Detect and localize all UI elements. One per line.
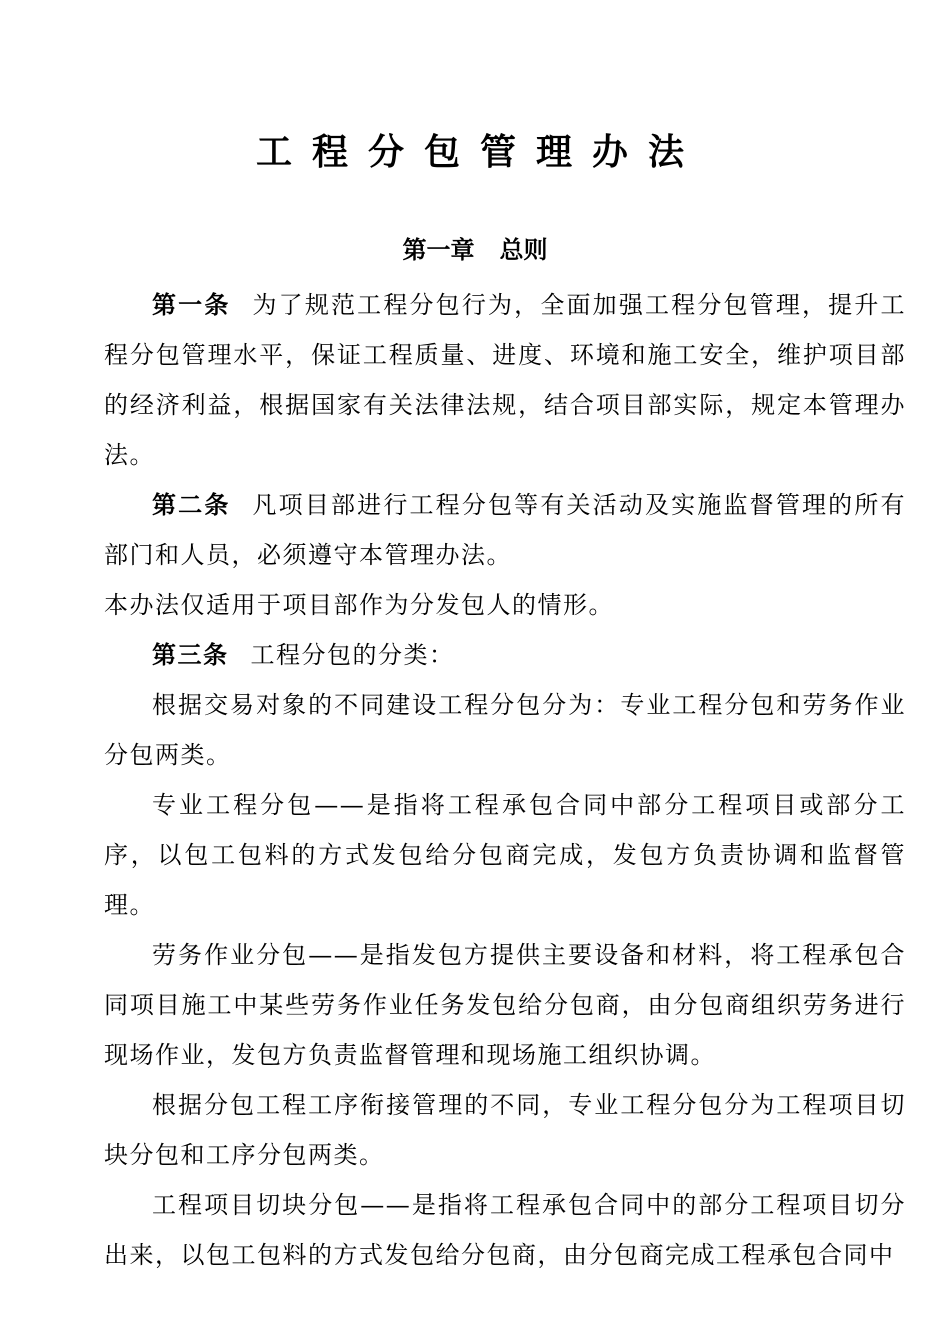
document-title: 工程分包管理办法 xyxy=(255,131,704,173)
paragraph: 劳务作业分包——是指发包方提供主要设备和材料，将工程承包合同项目施工中某些劳务作业任务发包给分包商，由分包商组织劳务进行现场作业，发包方负责监督管理和现场施工组织协调。 xyxy=(104,941,906,1069)
article-2-label: 第二条 xyxy=(152,490,231,519)
article-3-label: 第三条 xyxy=(152,640,229,669)
article-2 xyxy=(104,480,906,580)
article-2-note: 本办法仅适用于项目部作为分发包人的情形。 xyxy=(104,591,614,619)
paragraph: 根据分包工程工序衔接管理的不同，专业工程分包分为工程项目切块分包和工序分包两类。 xyxy=(104,1091,906,1169)
chapter-heading xyxy=(0,232,950,268)
article-3 xyxy=(104,630,906,680)
chapter-name: 总则 xyxy=(499,235,548,264)
paragraph: 根据交易对象的不同建设工程分包分为：专业工程分包和劳务作业分包两类。 xyxy=(104,691,906,769)
article-1-label: 第一条 xyxy=(152,290,231,319)
article-1-text: 为了规范工程分包行为，全面加强工程分包管理，提升工程分包管理水平，保证工程质量、进度、环境和施工安全，维护项目部的经济利益，根据国家有关法律法规，结合项目部实际，规定本管理办法。 xyxy=(104,291,906,469)
article-2-text: 凡项目部进行工程分包等有关活动及实施监督管理的所有部门和人员，必须遵守本管理办法。 xyxy=(104,491,906,569)
paragraph: 专业工程分包——是指将工程承包合同中部分工程项目或部分工序，以包工包料的方式发包给分包商完成，发包方负责协调和监督管理。 xyxy=(104,791,906,919)
article-3-text: 工程分包的分类： xyxy=(250,641,455,669)
document-body xyxy=(104,280,906,1280)
article-1 xyxy=(104,280,906,480)
chapter-number: 第一章 xyxy=(402,235,475,264)
paragraph: 工程项目切块分包——是指将工程承包合同中的部分工程项目切分出来，以包工包料的方式发包给分包商，由分包商完成工程承包合同中 xyxy=(104,1191,906,1269)
